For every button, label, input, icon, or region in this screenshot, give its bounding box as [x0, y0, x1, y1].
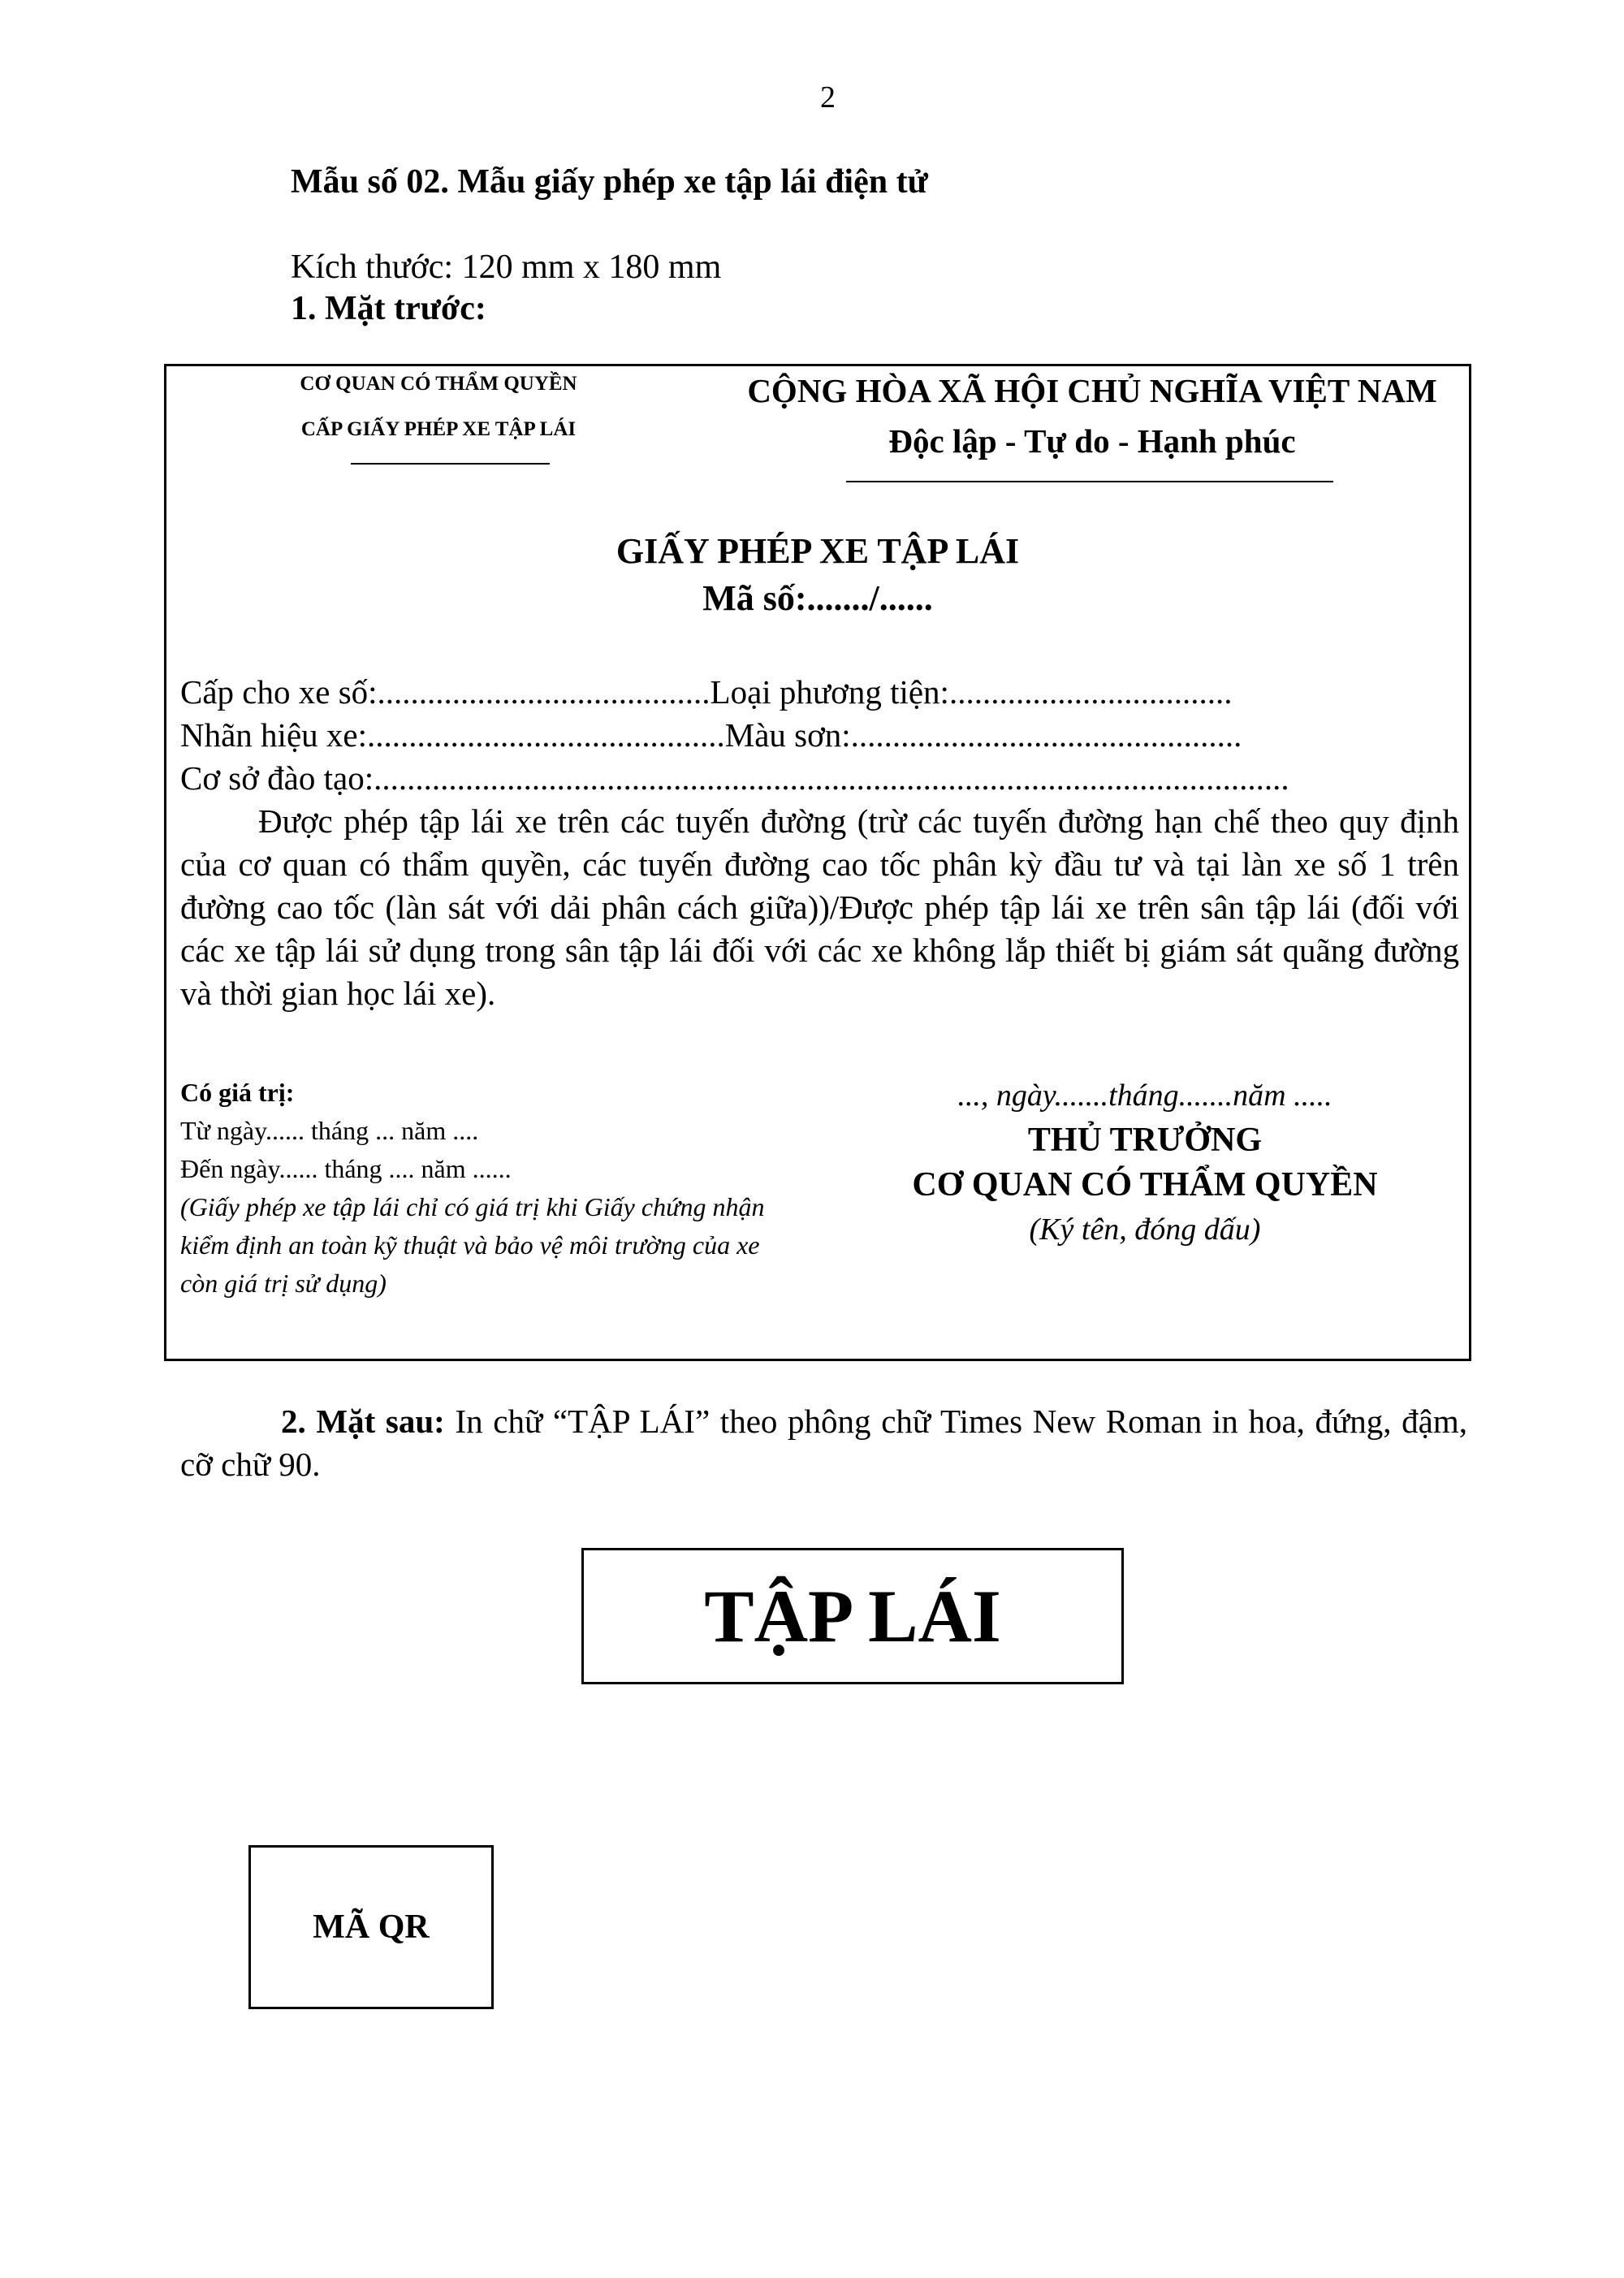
vehicle-number-type-row: Cấp cho xe số:........................................Loại phương tiện:.................................. — [180, 673, 1233, 711]
national-motto — [719, 365, 1466, 466]
back-side-label: 2. Mặt sau: — [281, 1403, 445, 1440]
practice-stamp-text: TẬP LÁI — [704, 1575, 1001, 1658]
agency-line-2: CẤP GIẤY PHÉP XE TẬP LÁI — [300, 418, 577, 440]
signature-block — [844, 1074, 1445, 1252]
practice-stamp-box — [581, 1548, 1124, 1684]
validity-title: Có giá trị: — [180, 1078, 295, 1107]
form-number: Mẫu số 02. — [291, 163, 449, 201]
size-line: Kích thước: 120 mm x 180 mm — [291, 249, 722, 286]
motto-text: Độc lập - Tự do - Hạnh phúc — [888, 422, 1296, 460]
agency-underline — [351, 463, 550, 465]
qr-code-box — [248, 1845, 494, 2009]
page-number: 2 — [820, 80, 836, 115]
sign-title-head: THỦ TRƯỞNG — [1027, 1122, 1263, 1159]
country-name: CỘNG HÒA XÃ HỘI CHỦ NGHĨA VIỆT NAM — [747, 372, 1437, 409]
validity-from: Từ ngày...... tháng ... năm .... — [180, 1116, 479, 1145]
permit-title: GIẤY PHÉP XE TẬP LÁI — [615, 531, 1020, 571]
permit-code: Mã số:......./...... — [702, 578, 933, 618]
front-side-label: 1. Mặt trước: — [291, 290, 486, 327]
agency-line-1: CƠ QUAN CÓ THẨM QUYỀN — [300, 373, 577, 395]
permit-fields — [180, 671, 1459, 1015]
validity-block — [180, 1074, 797, 1303]
brand-color-row: Nhãn hiệu xe:...........................................Màu sơn:............................................... — [180, 716, 1242, 754]
validity-note: (Giấy phép xe tập lái chỉ có giá trị khi Giấy chứng nhận kiểm định an toàn kỹ thuật và bảo vệ môi trường của xe còn giá trị sử dụng) — [180, 1192, 765, 1298]
permit-scope-text: Được phép tập lái xe trên các tuyến đường (trừ các tuyến đường hạn chế theo quy định của cơ quan có thẩm quyền, các tuyến đường cao tốc phân kỳ đầu tư và tại làn xe số 1 trên đường cao tốc (làn sát với dải phân cách giữa))/Được phép tập lái xe trên sân tập lái (đối với các xe tập lái sử dụng trong sân tập lái đối với các xe không lắp thiết bị giám sát quãng đường và thời gian học lái xe). — [180, 802, 1459, 1012]
form-heading — [291, 162, 928, 201]
motto-underline — [846, 481, 1333, 482]
issuing-agency — [244, 361, 633, 452]
back-side-description — [180, 1400, 1467, 1486]
sign-date: ..., ngày.......tháng.......năm ..... — [957, 1078, 1332, 1113]
form-title: Mẫu giấy phép xe tập lái điện tử — [457, 163, 928, 201]
training-facility-row: Cơ sở đào tạo:.............................................................................................................. — [180, 759, 1289, 797]
sign-note: (Ký tên, đóng dấu) — [1029, 1212, 1261, 1247]
sign-title-agency: CƠ QUAN CÓ THẨM QUYỀN — [912, 1166, 1378, 1204]
validity-to: Đến ngày...... tháng .... năm ...... — [180, 1154, 512, 1183]
back-side-text: In chữ “TẬP LÁI” theo phông chữ Times New Roman in hoa, đứng, đậm, cỡ chữ 90. — [180, 1403, 1468, 1483]
permit-title-block — [164, 528, 1471, 622]
qr-code-label: MÃ QR — [313, 1908, 430, 1946]
